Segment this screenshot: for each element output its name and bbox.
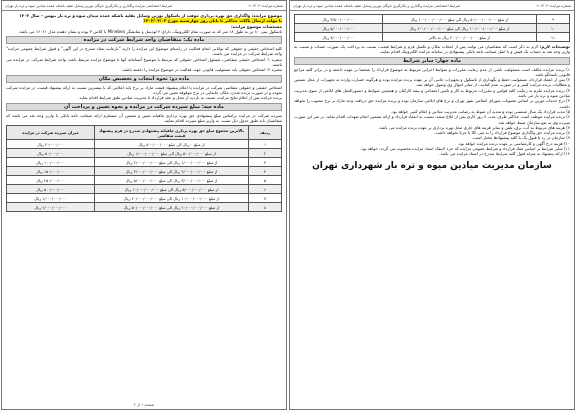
deposit-amount-cell: ۷/۰۰۰/۰۰۰/۰۰۰ ریال [295,33,383,42]
page-header [290,1,574,11]
table-header-bid-range: بالاترین مجموع مبلغ حق بهره برداری ماهیانه پیشنهادی مندرج در فرم پیشنهاد قیمت متقاضی [95,126,249,140]
header-title: شرایط اختصاصی مزایده واگذاری و بکارگیری ناوگان توزین وسایل نقلیه باشکه عمده میادین میوه و تره بار تهران [293,3,461,8]
subject-label: مشخصات موضوع مزایده: [230,23,282,29]
table-row [295,24,570,33]
condition-item: ۹) سازمان در رد یا قبول یک یا کلیه پیشنهادها مختار است. [471,135,570,141]
row-number-cell: ۱ [249,140,282,149]
row-number-cell: ۹ [537,15,570,24]
condition-item: ۵) مدت قرارداد یک سال شمسی بوده و تمدید آن منوط به رضایت مدیریت میادین و اعلام کتبی خواهد بود. [390,108,570,114]
bid-range-cell: از مبلغ ۳/۰۰۰/۰۰۰/۰۰۰ ریال الی مبلغ ۵/۰۰۰/۰۰۰/۰۰۰ ریال [95,176,249,185]
deposit-amount-cell: ۳/۵۰۰/۰۰۰/۰۰۰ ریال [295,15,383,24]
condition-item: ۶) برنده مزایده موظف است حداکثر ظرف مدت ۷ روز کاری پس از ابلاغ نتیجه، نسبت به انعقاد قرارداد و ارائه تضمین انجام تعهدات اقدام نماید، در غیر این صورت سپرده وی به نفع سازمان ضبط خواهد شد. [294,114,570,125]
section-4-title: ماده چهار: سایر شرایط [294,57,570,65]
table-row [7,140,282,149]
bid-range-cell: از مبلغ ۰ ریال الی مبلغ ۵۰۰/۰۰۰/۰۰۰ ریال [95,140,249,149]
deposit-amount-cell: ۱۰۰/۰۰۰/۰۰۰ ریال [7,158,95,167]
row-number-cell: ۵ [249,176,282,185]
table-row [7,158,282,167]
bid-range-cell: از مبلغ ۵۰/۰۰۰/۰۰۰/۰۰۰ ریال الی مبلغ ۱۰۰/۰۰۰/۰۰۰/۰۰۰ ریال [383,15,537,24]
header-title: شرایط اختصاصی مزایده واگذاری و بکارگیری ناوگان توزین وسایل نقلیه باشکه عمده میادین میوه و تره بار تهران [5,3,173,8]
deposit-amount-cell: ۱/۰۰۰/۰۰۰/۰۰۰ ریال [7,194,95,203]
section-1-note-2: تبصره ۲: اشخاص حقوقی باید مسئولیت قانونی جهت فعالیت در موضوع مزایده را داشته باشند. [121,67,282,73]
page-number: صفحه ۱ از ۲ [133,402,155,407]
section-1-title: ماده یک: متقاضیان واجد شرایط شرکت در مزایده [6,36,282,44]
deposit-amount-cell: ۵/۰۰۰/۰۰۰/۰۰۰ ریال [295,24,383,33]
document-page-1 [1,0,287,410]
organization-signature: سازمان مدیریت میادین میوه و تره بار شهرداری تهران [312,160,552,171]
bid-range-cell: از مبلغ ۵۰۰/۰۰۰/۰۰۰ ریال الی مبلغ ۱/۰۰۰/۰۰۰/۰۰۰ ریال [95,149,249,158]
table-row [295,33,570,42]
section-3-paragraph: سپرده شرکت در مزایده براساس مبلغ پیشنهادی حق بهره برداری ماهیانه تعیین و تضمین آن مستلزم ارائه ضمانت نامه بانکی یا واریز وجه نقد می باشد که متقاضیان باید طبق جدول ذیل نسبت به واریز مبلغ سپرده اقدام نمایند. [6,112,282,123]
bid-range-cell: از مبلغ ۲۰/۰۰۰/۰۰۰/۰۰۰ ریال الی مبلغ ۵۰/۰۰۰/۰۰۰/۰۰۰ ریال [95,203,249,212]
deposit-table [6,125,282,212]
notes-label: توضیحات لازم: [539,44,570,49]
bid-range-cell: از مبلغ ۲۰۰/۰۰۰/۰۰۰/۰۰۰ ریال به بالاتر [383,33,537,42]
table-row [7,167,282,176]
bid-range-cell: از مبلغ ۱۰۰/۰۰۰/۰۰۰/۰۰۰ ریال الی مبلغ ۲۰۰/۰۰۰/۰۰۰/۰۰۰ ریال [383,24,537,33]
section-1-paragraph: کلیه اشخاص حقیقی و حقوقی که توانایی انجام فعالیت در راستای موضوع این مزایده را دارند "بارعایت مفاد مندرج در این آگهی" و قبول شرایط عمومی مزایده" واجد شرایط شرکت در مزایده می باشند. [6,46,282,57]
section-2-paragraph-1: اشخاص حقیقی و حقوقی متقاضی شرکت در مزایده با اعلام پیشنهاد قیمت مازاد بر نرخ پایه اعلامی که با بیشترین نسبت به ارائه پیشنهاد قیمت، در مزایده شرکت نموده و در صورت برنده شدن، مکان جانمایی در نرخ موقوفه تعیین می گردد. [6,84,282,95]
bid-range-cell: از مبلغ ۲/۰۰۰/۰۰۰/۰۰۰ ریال الی مبلغ ۳/۰۰۰/۰۰۰/۰۰۰ ریال [95,167,249,176]
deposit-table-continued [294,14,570,42]
header-auction-number: شماره مزایده: ۱۴۰۳-۰۶ [535,3,571,8]
table-header-deposit: میزان سپرده شرکت در مزایده [7,126,95,140]
condition-item: ۱۰) هزینه درج آگهی و کارشناسی بر عهده برنده مزایده خواهد بود. [457,140,570,146]
condition-item: ۷) هزینه های مربوط به آب، برق، تلفن و سایر هزینه های جاری محل بهره برداری بر عهده برنده مزایده می باشد. [378,124,570,130]
condition-item: ۳) برنده مزایده ملزم به رعایت کلیه قوانین و مقررات مربوط به کار و تامین اجتماعی و بیمه کارکنان و همچنین ضوابط و دستورالعمل های ابلاغی از سوی مدیریت میادین میوه و تره بار می باشد. [294,87,570,99]
bid-range-cell: از مبلغ ۱۰/۰۰۰/۰۰۰/۰۰۰ ریال الی مبلغ ۲۰/۰۰۰/۰۰۰/۰۰۰ ریال [95,194,249,203]
row-number-cell: ۴ [249,167,282,176]
table-header-row-number: ردیف [249,126,282,140]
row-number-cell: ۶ [249,185,282,194]
section-3-title: ماده سه: مبلغ سپرده شرکت در مزایده و نحوه تعیین و پرداخت آن [6,103,282,111]
row-number-cell: ۱۰ [537,24,570,33]
table-row [7,203,282,212]
table-row [7,185,282,194]
row-number-cell: ۲ [249,149,282,158]
condition-item: ۲) پس از انعقاد قرارداد، مسئولیت حفظ و نگهداری از باسکول و تجهیزات جانبی آن بر عهده برنده مزایده بوده و هرگونه خسارت وارده به تجهیزات از محل تضمین و مطالبات برنده مزایده کسر و در صورت عدم کفایت، از سایر اموال وی وصول خواهد شد. [294,77,570,88]
condition-item: ۱۲) ارائه پیشنهاد به منزله قبول کلیه شرایط مندرج در اسناد مزایده می باشد. [439,151,570,157]
deposit-amount-cell: ۵۰۰/۰۰۰/۰۰۰ ریال [7,185,95,194]
bid-range-cell: از مبلغ ۵/۰۰۰/۰۰۰/۰۰۰ ریال الی مبلغ ۱۰/۰۰۰/۰۰۰/۰۰۰ ریال [95,185,249,194]
row-number-cell: ۸ [249,203,282,212]
condition-item: ۱) برنده مزایده مکلف است مسئولیت ناشی از عدم رعایت مقررات و ضوابط اجرایی مربوط به موضوع قرارداد را شخصا بر عهده داشته و در برابر کلیه مراجع قانونی پاسخگو باشد. [294,66,570,77]
section-4-list [290,67,574,157]
row-number-cell: ۱۱ [537,33,570,42]
notes-text: لازم به ذکر است که متقاضیان می توانند پس از انتخاب مکان و تکمیل فرم و شرایط قیمت، نسبت به پرداخت یک صورت حساب و نسبت به واریز وجه نقد به حساب یک فیش و یا اصل ضمانت نامه بانکی پیشنهادی در سامانه مزایده الکترونیک اقدام نمایند. [294,44,570,55]
deposit-amount-cell: ۲۵۰/۰۰۰/۰۰۰ ریال [7,176,95,185]
auction-title: موضوع مزایده: واگذاری حق بهره برداری موقت از باسکول توزین وسایل نقلیه باشکه عمده میدان میوه و تره بار بیهس – سال ۱۴۰۳ [18,13,282,18]
deposit-amount-cell: ۱۵۰/۰۰۰/۰۰۰ ریال [7,167,95,176]
condition-item: ۱۱) سایر شرایط بر اساس مفاد قرارداد و شرایط عمومی مزایده که جزء لاینفک اسناد مزایده محسوب می گردد، خواهد بود. [360,146,570,152]
deposit-amount-cell: ۲/۰۰۰/۰۰۰/۰۰۰ ریال [7,203,95,212]
section-2-paragraph-2: برنده مزایده پس از اعلام نتایج مزایده، نسبت به بازدید از محل و عقد قرارداد با مدیریت میادین طبق شرایط اقدام نماید. [78,95,282,101]
table-row [7,194,282,203]
deposit-amount-cell: ۲۰/۰۰۰/۰۰۰ ریال [7,140,95,149]
subject-text: باسکول بتنی ۸۰ تن به طول ۱۸ متر که به صورت تمام الکترونیک، دارای ۴ لودسل و نمایشگر Minebea با کلاس ۳ بوده و نشان دهنده مدل ۱۶۰۶۱ می باشد. [18,28,282,34]
row-number-cell: ۷ [249,194,282,203]
row-number-cell: ۳ [249,158,282,167]
table-row [295,15,570,24]
bid-range-cell: از مبلغ ۱/۰۰۰/۰۰۰/۰۰۰ ریال الی مبلغ ۲/۰۰۰/۰۰۰/۰۰۰ ریال [95,158,249,167]
deposit-amount-cell: ۵۰/۰۰۰/۰۰۰ ریال [7,149,95,158]
table-row [7,149,282,158]
deadline-text: با مهلت ارسال پاکات حداکثر تا پایان روز چهارشنبه مورخ ۱۴۰۳/۰۴/۰۳ [143,18,282,24]
document-page-2 [289,0,575,410]
section-1-note-1: تبصره ۱: اشخاص حقیقی متقاضی، مسئول اشخاص حقوقی که مرتبط با موضوع آنسامانه آنها با موضوع مزایده مرتبط باشد، واجد شرایط شرکت در مزایده می باشند. [6,56,282,68]
condition-item: ۴) نرخ خدمات توزین بر اساس مصوبات شورای اسلامی شهر تهران و نرخ های ابلاغی سازمان بوده و برنده مزایده حق دریافت وجه مازاد بر نرخ مصوب را نخواهد داشت. [294,98,570,109]
header-auction-number: شماره مزایده: ۱۴۰۳-۰۶ [247,3,283,8]
section-2-title: ماده دو: نحوه انتخاب و تخصیص مکان [6,75,282,83]
condition-item: ۸) برنده مزایده حق واگذاری موضوع قرارداد را به غیر، کلا یا جزئا نخواهد داشت. [433,130,570,136]
table-row [7,176,282,185]
page-header [2,1,286,11]
